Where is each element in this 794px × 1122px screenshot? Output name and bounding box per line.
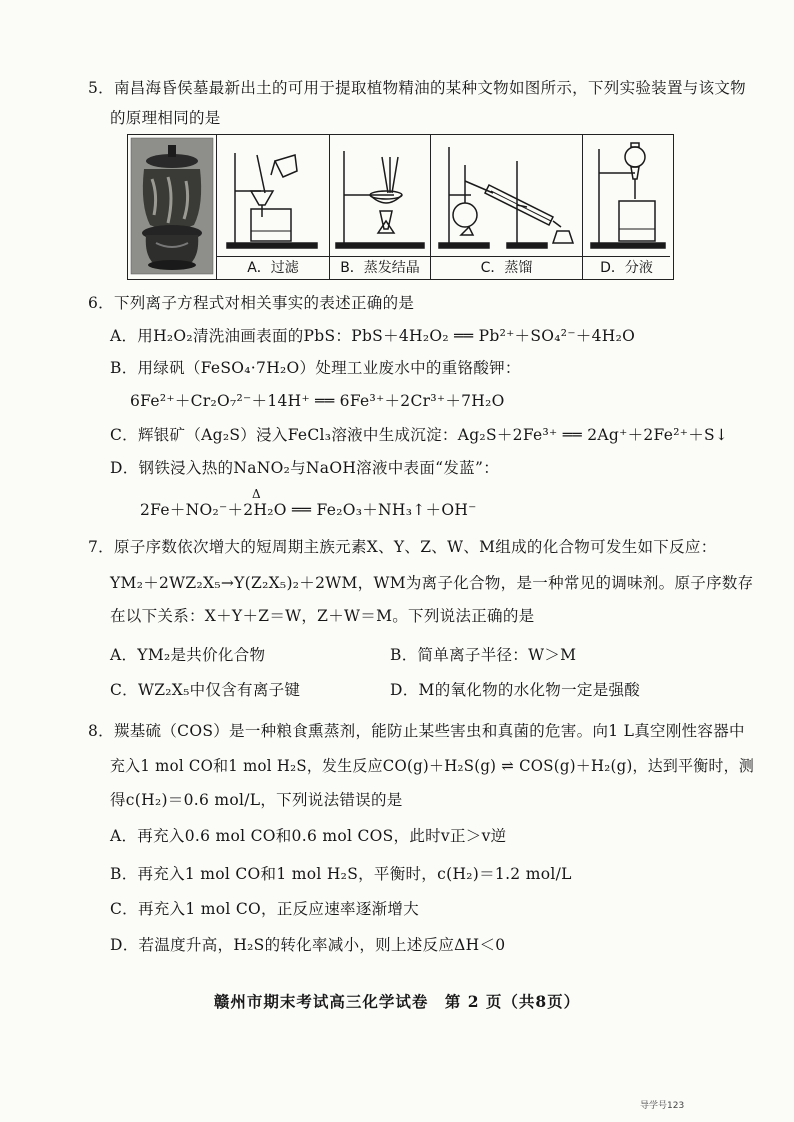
q8-option-b: B．再充入1 mol CO和1 mol H₂S，平衡时，c(H₂)＝1.2 mol/L bbox=[110, 865, 572, 883]
q7-option-c: C．WZ₂X₅中仅含有离子键 bbox=[110, 681, 301, 699]
q7-option-a: A．YM₂是共价化合物 bbox=[110, 646, 266, 664]
apparatus-filtration bbox=[216, 135, 329, 279]
q6-option-b: B．用绿矾（FeSO₄·7H₂O）处理工业废水中的重铬酸钾： bbox=[110, 359, 521, 377]
q6-heat-condition: Δ bbox=[252, 487, 261, 501]
q5-line1: 5．南昌海昏侯墓最新出土的可用于提取植物精油的某种文物如图所示，下列实验装置与该文物 bbox=[88, 79, 746, 97]
q5-line2: 的原理相同的是 bbox=[110, 109, 221, 127]
apparatus-evaporation bbox=[329, 135, 430, 279]
q7-line3: 在以下关系：X＋Y＋Z＝W，Z＋W＝M。下列说法正确的是 bbox=[110, 607, 535, 625]
option-c-label: C．蒸馏 bbox=[431, 256, 582, 279]
q8-option-d: D．若温度升高，H₂S的转化率减小，则上述反应ΔH＜0 bbox=[110, 936, 506, 954]
q8-line3: 得c(H₂)＝0.6 mol/L，下列说法错误的是 bbox=[110, 791, 403, 809]
option-b-label: B．蒸发结晶 bbox=[330, 256, 430, 279]
q7-option-d: D．M的氧化物的水化物一定是强酸 bbox=[390, 681, 641, 699]
apparatus-separating-funnel bbox=[582, 135, 670, 279]
q7-line1: 7．原子序数依次增大的短周期主族元素X、Y、Z、W、M组成的化合物可发生如下反应： bbox=[88, 538, 717, 556]
q6-option-a: A．用H₂O₂清洗油画表面的PbS：PbS＋4H₂O₂ ══ Pb²⁺＋SO₄²⁻＋4H₂O bbox=[110, 327, 636, 345]
apparatus-distillation bbox=[430, 135, 582, 279]
q7-option-b: B．简单离子半径：W＞M bbox=[390, 646, 577, 664]
q5-figure-table bbox=[127, 134, 674, 280]
q7-line2: YM₂＋2WZ₂X₅→Y(Z₂X₅)₂＋2WM，WM为离子化合物，是一种常见的调味剂。原子序数存 bbox=[110, 574, 754, 592]
artifact-photo bbox=[128, 135, 216, 279]
q6-option-d: D．钢铁浸入热的NaNO₂与NaOH溶液中表面“发蓝”： bbox=[110, 459, 499, 477]
option-d-label: D．分液 bbox=[583, 256, 670, 279]
q8-option-c: C．再充入1 mol CO，正反应速率逐渐增大 bbox=[110, 900, 420, 918]
option-a-label: A．过滤 bbox=[217, 256, 329, 279]
page-footer: 赣州市期末考试高三化学试卷 第 2 页（共8页） bbox=[213, 992, 581, 1011]
q6-option-b-equation: 6Fe²⁺＋Cr₂O₇²⁻＋14H⁺ ══ 6Fe³⁺＋2Cr³⁺＋7H₂O bbox=[130, 392, 505, 410]
corner-watermark: 导学号123 bbox=[640, 1101, 685, 1111]
q8-option-a: A．再充入0.6 mol CO和0.6 mol COS，此时v正＞v逆 bbox=[110, 827, 507, 845]
q6-stem: 6．下列离子方程式对相关事实的表述正确的是 bbox=[88, 294, 415, 312]
q8-line2: 充入1 mol CO和1 mol H₂S，发生反应CO(g)＋H₂S(g) ⇌ COS(g)＋H₂(g)，达到平衡时，测 bbox=[110, 757, 755, 775]
q6-option-d-equation: 2Fe＋NO₂⁻＋2H₂O ══ Fe₂O₃＋NH₃↑＋OH⁻ bbox=[140, 501, 477, 519]
q6-option-c: C．辉银矿（Ag₂S）浸入FeCl₃溶液中生成沉淀：Ag₂S＋2Fe³⁺ ══ 2Ag⁺＋2Fe²⁺＋S↓ bbox=[110, 426, 729, 444]
q8-line1: 8．羰基硫（COS）是一种粮食熏蒸剂，能防止某些害虫和真菌的危害。向1 L真空刚性容器中 bbox=[88, 722, 745, 740]
